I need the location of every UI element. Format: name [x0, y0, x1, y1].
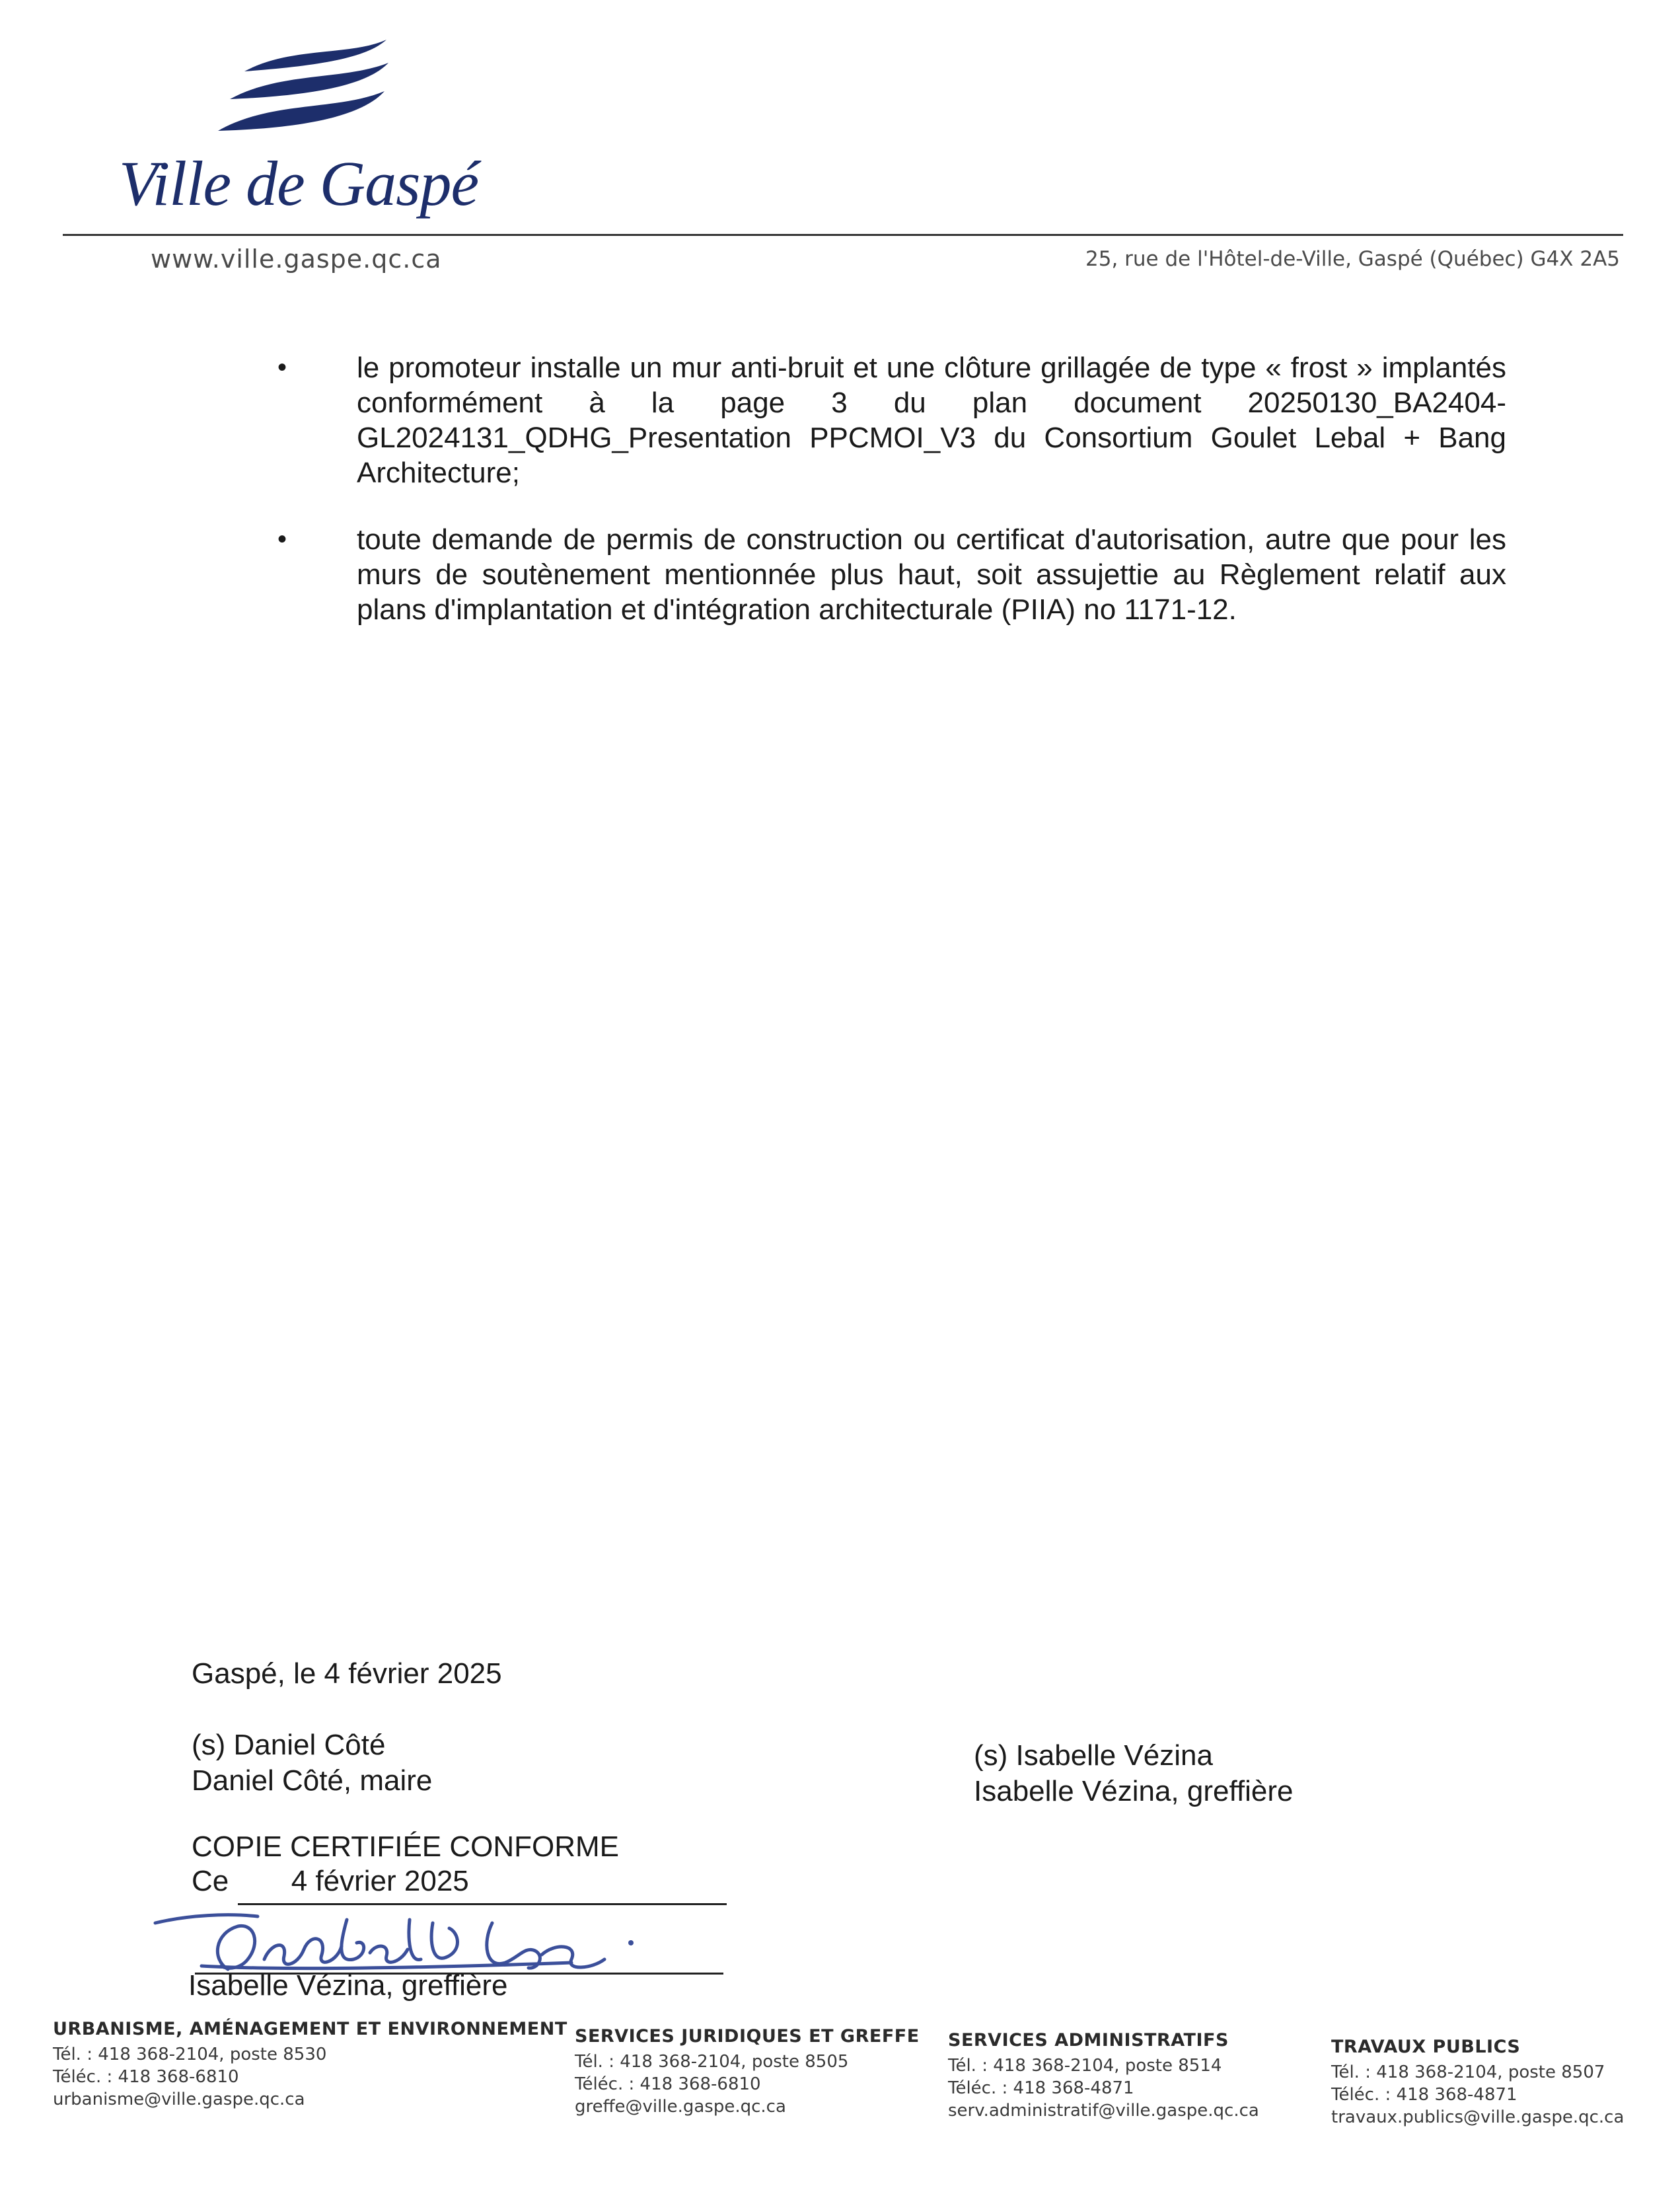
- bullet-icon: •: [277, 353, 287, 382]
- city-hall-address: 25, rue de l'Hôtel-de-Ville, Gaspé (Québec) G4X 2A5: [1085, 247, 1620, 271]
- footer-dept-greffe: [575, 2026, 920, 2118]
- dept-fax: Téléc. : 418 368-6810: [53, 2067, 239, 2087]
- dept-email-link[interactable]: travaux.publics@ville.gaspe.qc.ca: [1331, 2107, 1625, 2127]
- mayor-name-title: Daniel Côté, maire: [192, 1764, 433, 1797]
- mayor-signature-block: [192, 1727, 432, 1799]
- dept-phone: Tél. : 418 368-2104, poste 8507: [1331, 2062, 1605, 2082]
- condition-text: toute demande de permis de construction ou certificat d'autorisation, autre que pour les murs de soutènement mentionnée plus haut, soit assujettie au Règlement relatif aux plans d'implantation et d'intégration architecturale (PIIA) no 1171-12.: [357, 523, 1506, 626]
- certification-date-prefix: Ce: [192, 1865, 229, 1897]
- dept-email-link[interactable]: greffe@ville.gaspe.qc.ca: [575, 2097, 786, 2117]
- bullet-icon: •: [277, 525, 287, 554]
- dept-phone: Tél. : 418 368-2104, poste 8530: [53, 2045, 327, 2064]
- dept-title: SERVICES ADMINISTRATIFS: [948, 2030, 1229, 2051]
- list-item: [277, 522, 1506, 627]
- document-date: Gaspé, le 4 février 2025: [192, 1657, 502, 1690]
- dept-phone: Tél. : 418 368-2104, poste 8514: [948, 2056, 1222, 2076]
- dept-fax: Téléc. : 418 368-6810: [575, 2074, 761, 2094]
- dept-fax: Téléc. : 418 368-4871: [1331, 2085, 1517, 2105]
- clerk-name-title: Isabelle Vézina, greffière: [974, 1775, 1294, 1807]
- condition-text: le promoteur installe un mur anti-bruit et une clôture grillagée de type « frost » implantés conformément à la page 3 du plan document 20250130_BA2404-GL2024131_QDHG_Presentation PPCMOI_V3 du Consortium Goulet Lebal + Bang Architecture;: [357, 352, 1506, 489]
- dept-title: TRAVAUX PUBLICS: [1331, 2037, 1521, 2057]
- footer-dept-urbanisme: [53, 2019, 567, 2111]
- city-waves-logo: [218, 40, 396, 139]
- dept-email-link[interactable]: serv.administratif@ville.gaspe.qc.ca: [948, 2101, 1259, 2121]
- conditions-list: [277, 350, 1506, 659]
- city-name-wordmark: Ville de Gaspé: [119, 148, 479, 219]
- mayor-signed: (s) Daniel Côté: [192, 1729, 386, 1761]
- dept-fax: Téléc. : 418 368-4871: [948, 2078, 1134, 2098]
- dept-title: SERVICES JURIDIQUES ET GREFFE: [575, 2026, 920, 2047]
- clerk-signature-block: [974, 1738, 1293, 1809]
- website-link[interactable]: www.ville.gaspe.qc.ca: [151, 245, 442, 274]
- certification-date: 4 février 2025: [291, 1865, 469, 1897]
- footer-dept-travaux-publics: [1331, 2037, 1624, 2129]
- certified-copy-title: COPIE CERTIFIÉE CONFORME: [192, 1830, 620, 1863]
- dept-email-link[interactable]: urbanisme@ville.gaspe.qc.ca: [53, 2090, 305, 2109]
- clerk-signed: (s) Isabelle Vézina: [974, 1739, 1213, 1772]
- dept-title: URBANISME, AMÉNAGEMENT ET ENVIRONNEMENT: [53, 2019, 567, 2039]
- certification-date-line: [192, 1865, 469, 1898]
- list-item: [277, 350, 1506, 490]
- header-divider: [63, 234, 1623, 236]
- footer-dept-administratif: [948, 2030, 1259, 2122]
- dept-phone: Tél. : 418 368-2104, poste 8505: [575, 2052, 849, 2072]
- certifying-clerk: Isabelle Vézina, greffière: [188, 1969, 508, 2002]
